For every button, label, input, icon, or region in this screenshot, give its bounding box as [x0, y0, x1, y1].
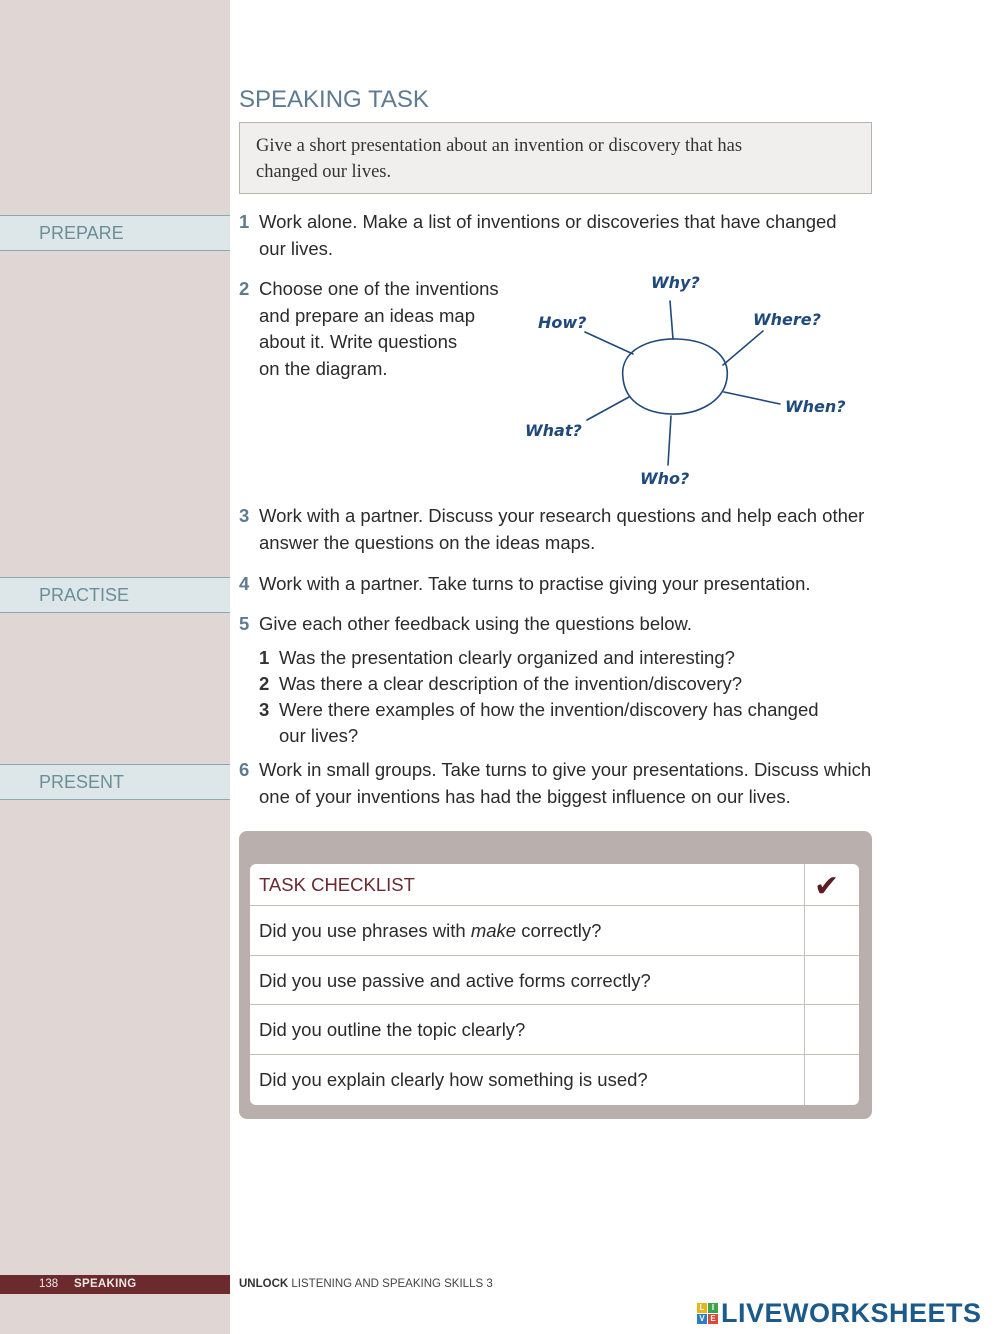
question-number: 1	[259, 647, 270, 668]
ideas-map-center-ellipse	[623, 339, 728, 414]
sidebar-label-prepare: PREPARE	[0, 215, 230, 251]
checklist-checkbox[interactable]	[804, 956, 859, 1004]
task-box	[239, 122, 872, 194]
item-number: 3	[239, 505, 250, 526]
question-text: our lives?	[279, 725, 359, 746]
item-text: Work alone. Make a list of inventions or discoveries that have changed	[259, 211, 837, 232]
checklist-row	[250, 1055, 859, 1105]
ideas-map-diagram	[515, 268, 865, 493]
spoke-who	[668, 416, 671, 465]
question-text: Were there examples of how the invention/discovery has changed	[279, 699, 819, 720]
spoke-why	[670, 301, 673, 339]
item-number: 1	[239, 211, 250, 232]
footer-bar	[0, 1275, 230, 1294]
item-text: on the diagram.	[259, 357, 388, 379]
item-text: answer the questions on the ideas maps.	[259, 531, 596, 553]
item-text: and prepare an ideas map	[259, 304, 475, 326]
sidebar-label-present: PRESENT	[0, 764, 230, 800]
checklist-row	[250, 906, 859, 956]
checklist-question: Did you use passive and active forms correctly?	[259, 970, 651, 991]
sidebar	[0, 0, 230, 1334]
item-text: Work with a partner. Discuss your research questions and help each other	[259, 505, 865, 526]
question-text: Was the presentation clearly organized and interesting?	[279, 647, 735, 668]
checklist-row	[250, 1005, 859, 1055]
spoke-when	[724, 392, 780, 404]
item-text: Choose one of the inventions	[259, 278, 499, 299]
task-box-line: changed our lives.	[256, 162, 392, 182]
spoke-where	[723, 331, 763, 365]
item-text: about it. Write questions	[259, 331, 458, 352]
ideas-map-label-where: Where?	[753, 310, 821, 329]
page-title: SPEAKING TASK	[239, 86, 429, 113]
item-number: 5	[239, 613, 250, 634]
liveworksheets-watermark	[697, 1298, 982, 1328]
ideas-map-label-what: What?	[525, 421, 582, 440]
footer-brand: UNLOCK	[239, 1278, 289, 1290]
spoke-how	[585, 332, 633, 354]
item-number: 2	[239, 278, 250, 299]
item-text: Give each other feedback using the questions below.	[259, 613, 692, 634]
sidebar-label-practise: PRACTISE	[0, 577, 230, 613]
item-number: 4	[239, 573, 250, 594]
task-box-line: Give a short presentation about an invention or discovery that has	[256, 136, 743, 156]
checklist-question: Did you outline the topic clearly?	[259, 1019, 526, 1040]
checklist-question: Did you explain clearly how something is used?	[259, 1069, 648, 1090]
item-text: our lives.	[259, 237, 334, 259]
checkmark-icon: ✔	[814, 870, 840, 903]
item-number: 6	[239, 759, 250, 780]
question-number: 2	[259, 673, 270, 694]
checklist-checkbox[interactable]	[804, 906, 859, 955]
item-text: one of your inventions has had the biggest influence on our lives.	[259, 785, 791, 807]
checklist-header-row	[250, 864, 859, 906]
footer-book-title	[239, 1275, 493, 1294]
checklist-question: Did you use phrases with make correctly?	[259, 920, 602, 941]
footer-book: LISTENING AND SPEAKING SKILLS 3	[291, 1278, 493, 1290]
liveworksheets-logo-icon: L I V E	[697, 1303, 718, 1324]
page-number: 138	[39, 1278, 59, 1290]
item-text: Work in small groups. Take turns to give your presentations. Discuss which	[259, 759, 872, 780]
checklist-checkbox[interactable]	[804, 1005, 859, 1054]
checklist-row	[250, 956, 859, 1005]
spoke-what	[587, 397, 629, 420]
item-text: Work with a partner. Take turns to practise giving your presentation.	[259, 573, 811, 594]
ideas-map-label-how: How?	[538, 313, 587, 332]
footer-section: SPEAKING	[74, 1278, 137, 1290]
question-text: Was there a clear description of the invention/discovery?	[279, 673, 743, 694]
watermark-text: LIVEWORKSHEETS	[721, 1297, 982, 1328]
ideas-map-label-when: When?	[785, 397, 846, 416]
checklist-title: TASK CHECKLIST	[259, 874, 415, 895]
ideas-map-label-why: Why?	[651, 273, 700, 292]
task-checklist	[239, 831, 872, 1119]
task-checklist-table	[250, 864, 859, 1105]
question-number: 3	[259, 699, 270, 720]
checklist-checkbox[interactable]	[804, 1055, 859, 1105]
ideas-map-label-who: Who?	[640, 469, 690, 488]
